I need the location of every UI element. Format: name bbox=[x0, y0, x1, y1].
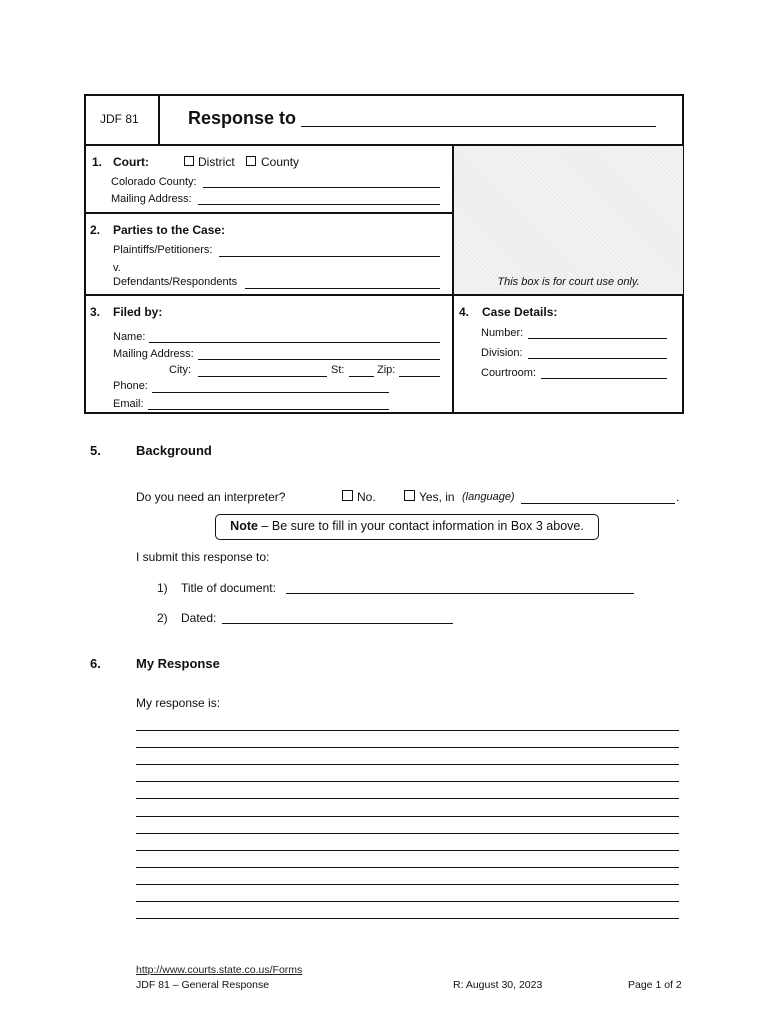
title-of-document-label: Title of document: bbox=[181, 581, 276, 595]
colorado-county-label: Colorado County: bbox=[111, 176, 197, 188]
divider bbox=[84, 212, 453, 214]
response-line[interactable] bbox=[136, 901, 679, 902]
zip-field[interactable] bbox=[399, 376, 440, 377]
response-line[interactable] bbox=[136, 867, 679, 868]
city-field[interactable] bbox=[198, 376, 327, 377]
interpreter-yes-checkbox[interactable] bbox=[404, 490, 415, 501]
email-field[interactable] bbox=[148, 409, 389, 410]
name-field[interactable] bbox=[149, 342, 440, 343]
response-line[interactable] bbox=[136, 918, 679, 919]
phone-field[interactable] bbox=[152, 392, 389, 393]
court-use-box bbox=[454, 146, 683, 294]
city-label: City: bbox=[169, 364, 191, 376]
box4-number: 4. bbox=[459, 305, 470, 319]
box3-label: Filed by: bbox=[113, 305, 163, 319]
item1-number: 1) bbox=[157, 581, 168, 595]
response-line[interactable] bbox=[136, 816, 679, 817]
form-id: JDF 81 bbox=[100, 112, 139, 126]
response-line[interactable] bbox=[136, 730, 679, 731]
zip-label: Zip: bbox=[377, 364, 396, 376]
section5-heading: Background bbox=[136, 443, 212, 458]
case-number-field[interactable] bbox=[528, 338, 667, 339]
response-line[interactable] bbox=[136, 764, 679, 765]
title-of-document-field[interactable] bbox=[286, 593, 634, 594]
plaintiffs-field[interactable] bbox=[219, 256, 440, 257]
response-to-field[interactable] bbox=[301, 126, 656, 127]
section6-number: 6. bbox=[90, 656, 101, 671]
box2-label: Parties to the Case: bbox=[113, 223, 226, 237]
language-hint: (language) bbox=[462, 491, 515, 503]
box3-number: 3. bbox=[90, 305, 101, 319]
division-field[interactable] bbox=[528, 358, 667, 359]
defendants-label: Defendants/Respondents bbox=[113, 276, 238, 288]
division-label: Division: bbox=[481, 347, 523, 359]
courtroom-field[interactable] bbox=[541, 378, 667, 379]
versus-label: v. bbox=[113, 262, 121, 274]
footer-revision: R: August 30, 2023 bbox=[453, 979, 543, 991]
county-checkbox[interactable] bbox=[246, 156, 256, 166]
submit-intro: I submit this response to: bbox=[136, 550, 270, 564]
phone-label: Phone: bbox=[113, 380, 148, 392]
divider bbox=[158, 94, 160, 144]
box1-label: Court: bbox=[113, 155, 149, 169]
forms-link[interactable]: http://www.courts.state.co.us/Forms bbox=[136, 964, 303, 976]
box1-number: 1. bbox=[92, 155, 103, 169]
note-text: – Be sure to fill in your contact information in Box 3 above. bbox=[257, 519, 584, 533]
district-label: District bbox=[198, 155, 235, 169]
name-label: Name: bbox=[113, 331, 146, 343]
response-line[interactable] bbox=[136, 884, 679, 885]
item2-number: 2) bbox=[157, 611, 168, 625]
interpreter-yes-label: Yes, in bbox=[419, 490, 455, 504]
interpreter-no-checkbox[interactable] bbox=[342, 490, 353, 501]
divider bbox=[84, 294, 684, 296]
filer-mailing-address-field[interactable] bbox=[198, 359, 440, 360]
footer-page: Page 1 of 2 bbox=[628, 979, 682, 991]
district-checkbox[interactable] bbox=[184, 156, 194, 166]
response-line[interactable] bbox=[136, 798, 679, 799]
state-field[interactable] bbox=[349, 376, 374, 377]
response-prompt: My response is: bbox=[136, 696, 221, 710]
footer-form-name: JDF 81 – General Response bbox=[136, 979, 270, 991]
defendants-field[interactable] bbox=[245, 288, 440, 289]
county-label: County bbox=[261, 155, 300, 169]
box4-label: Case Details: bbox=[482, 305, 558, 319]
interpreter-question: Do you need an interpreter? bbox=[136, 490, 286, 504]
courtroom-label: Courtroom: bbox=[481, 367, 537, 379]
language-field[interactable] bbox=[521, 503, 675, 504]
court-mailing-address-field[interactable] bbox=[198, 204, 440, 205]
interpreter-no-label: No. bbox=[357, 490, 376, 504]
plaintiffs-label: Plaintiffs/Petitioners: bbox=[113, 244, 213, 256]
note-label: Note bbox=[230, 519, 258, 533]
court-mailing-address-label: Mailing Address: bbox=[111, 193, 192, 205]
box2-number: 2. bbox=[90, 223, 101, 237]
response-line[interactable] bbox=[136, 850, 679, 851]
page-title: Response to bbox=[188, 108, 297, 128]
case-number-label: Number: bbox=[481, 327, 524, 339]
section6-heading: My Response bbox=[136, 656, 220, 671]
section5-number: 5. bbox=[90, 443, 101, 458]
state-label: St: bbox=[331, 364, 345, 376]
contact-note-box bbox=[215, 514, 599, 540]
dated-label: Dated: bbox=[181, 611, 217, 625]
court-use-note: This box is for court use only. bbox=[497, 276, 640, 288]
response-line[interactable] bbox=[136, 781, 679, 782]
email-label: Email: bbox=[113, 398, 144, 410]
dated-field[interactable] bbox=[222, 623, 453, 624]
filer-mailing-address-label: Mailing Address: bbox=[113, 348, 194, 360]
colorado-county-field[interactable] bbox=[203, 187, 440, 188]
response-line[interactable] bbox=[136, 747, 679, 748]
response-line[interactable] bbox=[136, 833, 679, 834]
language-period: . bbox=[676, 490, 680, 504]
